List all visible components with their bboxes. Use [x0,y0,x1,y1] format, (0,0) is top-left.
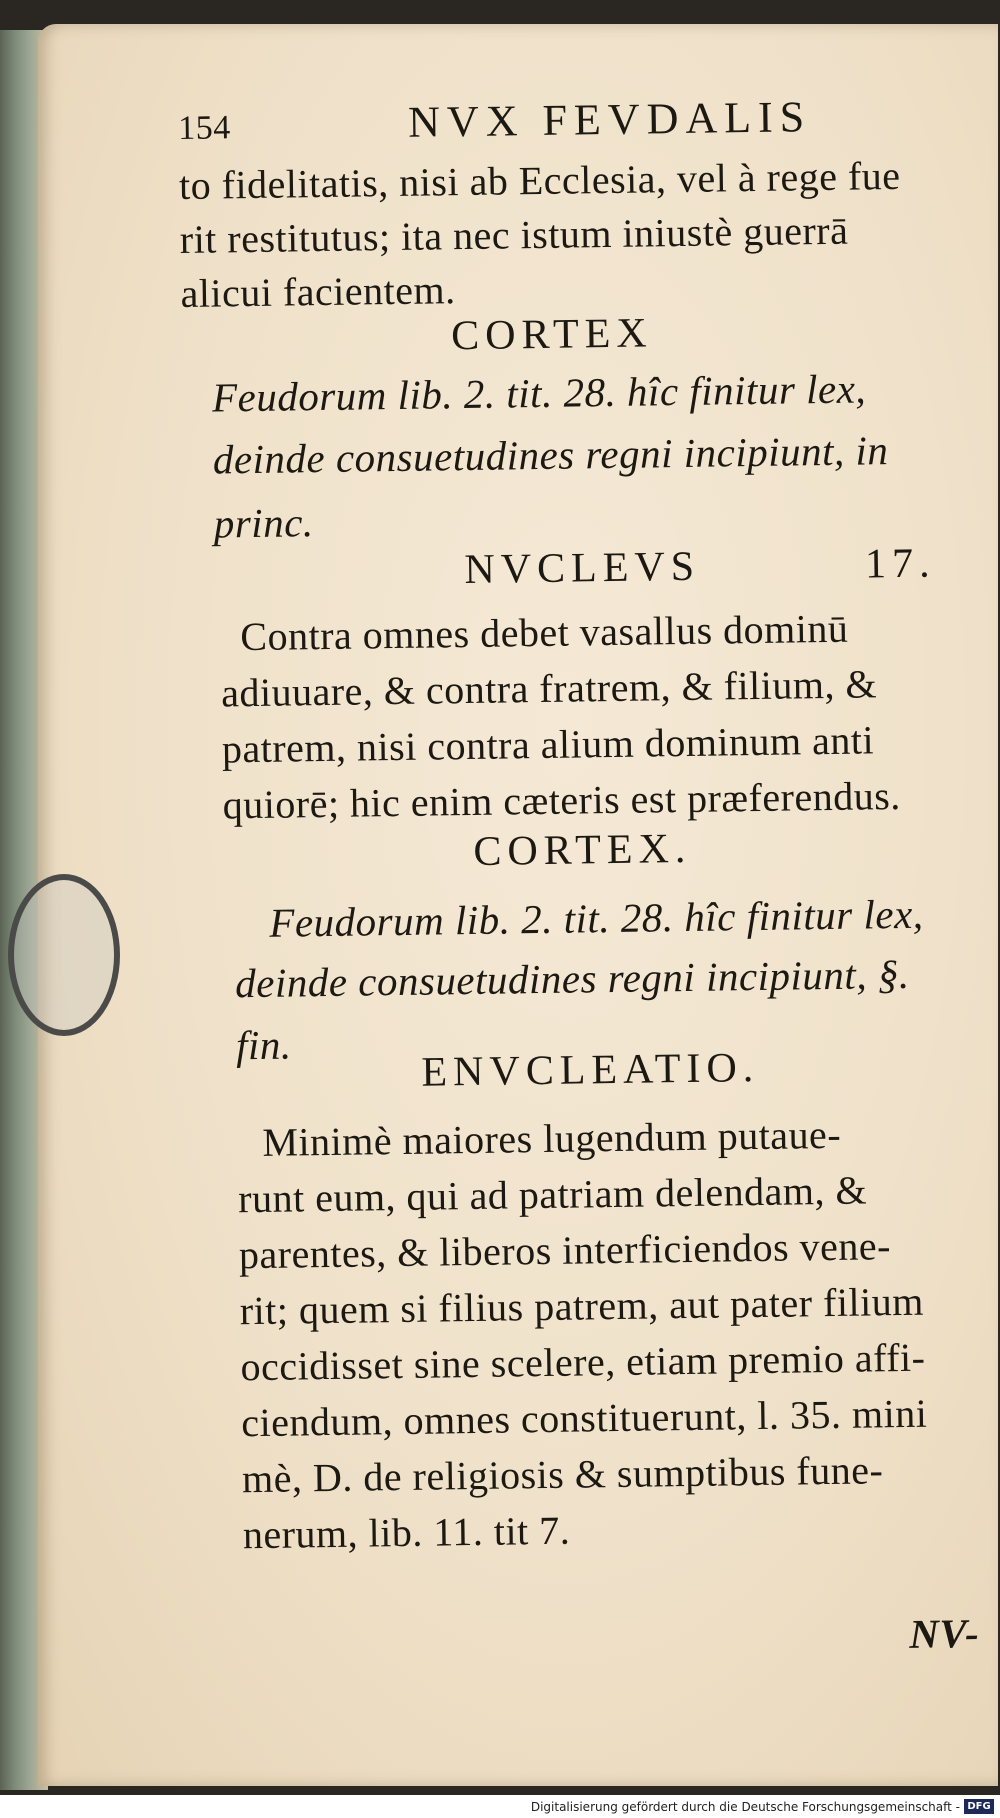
text-line: Minimè maiores lugendum putaue- [262,1111,842,1165]
page-number: 154 [178,109,232,147]
text-line: Contra omnes debet vasallus dominū [240,605,849,660]
text-line: nerum, lib. 11. tit 7. [242,1507,571,1558]
text-line: occidisset sine scelere, etiam premio affi- [240,1334,926,1390]
text-line: to fidelitatis, nisi ab Ecclesia, vel à rege fue [178,152,901,208]
page-clip [8,874,120,1036]
section-heading: ENVCLEATIO. [421,1044,760,1096]
text-line: ciendum, omnes constituerunt, l. 35. mini [241,1390,928,1446]
text-line: Feudorum lib. 2. tit. 28. hîc finitur lex, [269,890,924,946]
footer-bar [0,1795,1000,1818]
running-head: NVX FEVDALIS [407,92,812,147]
text-line: patrem, nisi contra alium dominum anti [221,717,875,772]
text-line: deinde consuetudines regni incipiunt, §. [234,950,910,1007]
text-line: adiuuare, & contra fratrem, & filium, & [220,661,878,716]
text-line: deinde consuetudines regni incipiunt, in [212,427,889,483]
text-line: quiorē; hic enim cæteris est præferendus. [222,772,902,828]
text-line: runt eum, qui ad patriam delendam, & [237,1167,868,1222]
text-line: alicui facientem. [180,267,456,316]
section-heading: CORTEX [450,310,653,360]
funding-credit: Digitalisierung gefördert durch die Deutsche Forschungsgemeinschaft - [530,1800,960,1814]
text-line: parentes, & liberos interficiendos vene- [238,1223,892,1278]
text-line: rit; quem si filius patrem, aut pater filium [239,1278,925,1334]
text-line: fin. [235,1021,292,1069]
dfg-logo: DFG [964,1799,994,1814]
text-line: rit restitutus; ita nec istum iniustè guerrā [179,207,849,262]
text-line: mè, D. de religiosis & sumptibus fune- [241,1447,884,1502]
section-heading: CORTEX. [473,825,692,875]
text-line: Feudorum lib. 2. tit. 28. hîc finitur lex, [211,365,867,421]
section-heading: NVCLEVS 17. [464,540,936,594]
text-line: princ. [213,499,314,547]
catchword: NV- [909,1609,980,1657]
